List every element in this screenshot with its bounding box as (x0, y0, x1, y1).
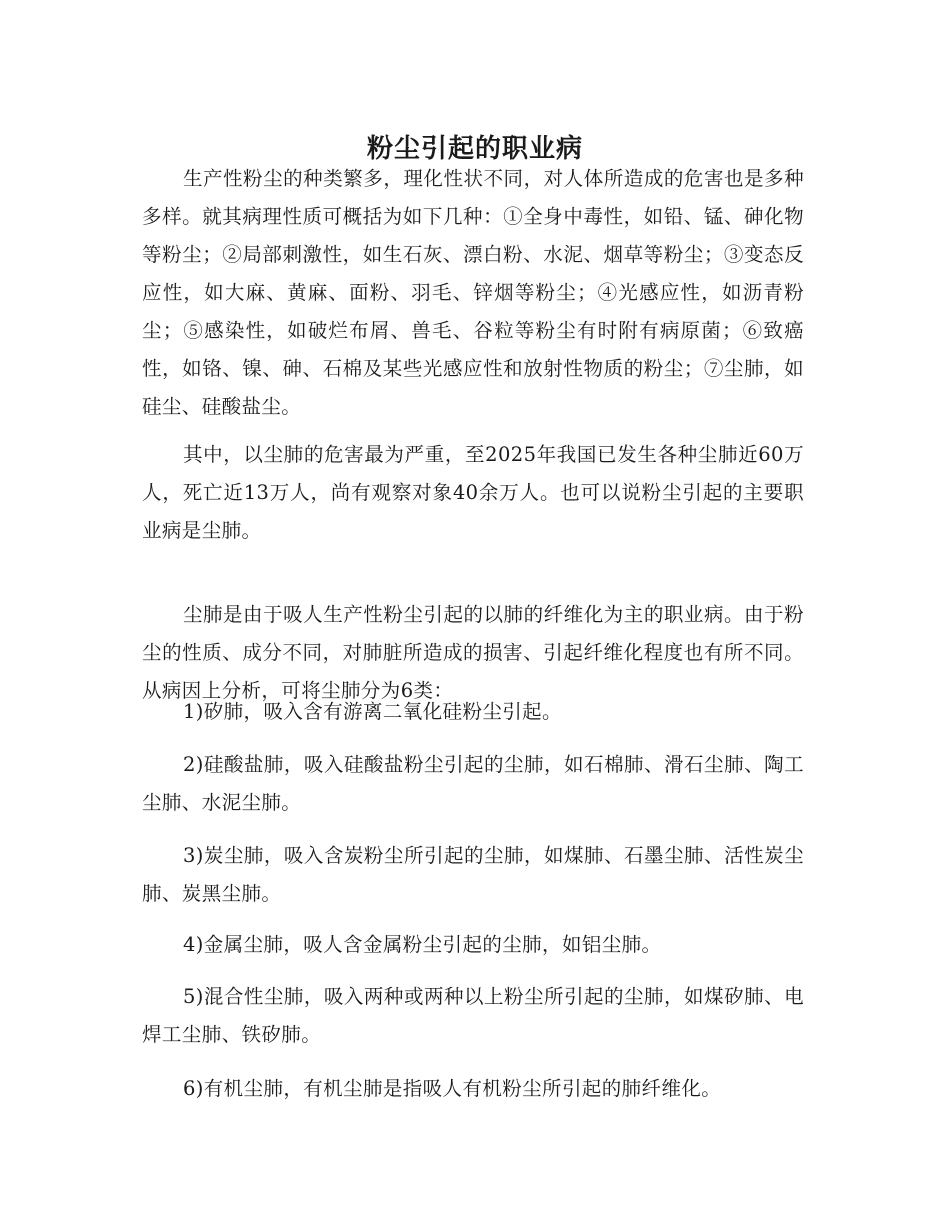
paragraph-pneumoconiosis-statistics: 其中，以尘肺的危害最为严重，至2025年我国已发生各种尘肺近60万人，死亡近13万人，尚有观察对象40余万人。也可以说粉尘引起的主要职业病是尘肺。 (142, 443, 804, 542)
list-item-organic-pneumoconiosis: 6)有机尘肺，有机尘肺是指吸人有机粉尘所引起的肺纤维化。 (182, 1077, 722, 1100)
document-title: 粉尘引起的职业病 (366, 134, 583, 165)
paragraph-dust-hazard-types: 生产性粉尘的种类繁多，理化性状不同，对人体所造成的危害也是多种多样。就其病理性质可概括为如下几种：①全身中毒性，如铅、锰、砷化物等粉尘；②局部刺激性，如生石灰、漂白粉、水泥、烟草等粉尘；③变态反应性，如大麻、黄麻、面粉、羽毛、锌烟等粉尘；④光感应性，如沥青粉尘；⑤感染性，如破烂布屑、兽毛、谷粒等粉尘有时附有病原菌；⑥致癌性，如铬、镍、砷、石棉及某些光感应性和放射性物质的粉尘；⑦尘肺，如硅尘、硅酸盐尘。 (142, 167, 804, 418)
list-item-mixed-pneumoconiosis: 5)混合性尘肺，吸入两种或两种以上粉尘所引起的尘肺，如煤矽肺、电焊工尘肺、铁矽肺。 (142, 985, 804, 1046)
list-item-carbon-pneumoconiosis: 3)炭尘肺，吸入含炭粉尘所引起的尘肺，如煤肺、石墨尘肺、活性炭尘肺、炭黑尘肺。 (142, 844, 804, 905)
paragraph-pneumoconiosis-definition: 尘肺是由于吸人生产性粉尘引起的以肺的纤维化为主的职业病。由于粉尘的性质、成分不同，对肺脏所造成的损害、引起纤维化程度也有所不同。从病因上分析，可将尘肺分为6类： (142, 603, 804, 702)
list-item-silicosis: 1)矽肺，吸入含有游离二氧化硅粉尘引起。 (182, 700, 562, 723)
list-item-metal-pneumoconiosis: 4)金属尘肺，吸人含金属粉尘引起的尘肺，如铝尘肺。 (182, 933, 662, 956)
list-item-silicate-pneumoconiosis: 2)硅酸盐肺，吸入硅酸盐粉尘引起的尘肺，如石棉肺、滑石尘肺、陶工尘肺、水泥尘肺。 (142, 753, 804, 814)
